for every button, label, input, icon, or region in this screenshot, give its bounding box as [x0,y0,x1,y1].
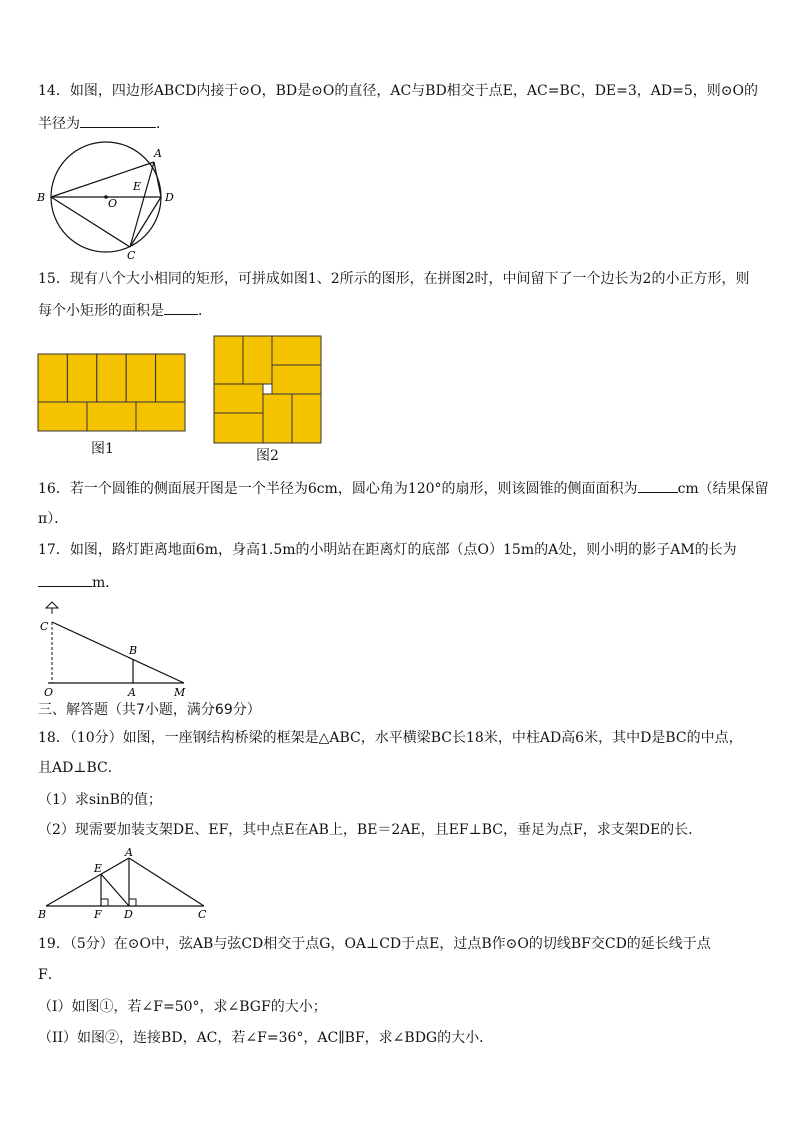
q18-part2: （2）现需要加装支架DE、EF，其中点E在AB上，BE＝2AE，且EF⊥BC，垂足为点F，求支架DE的长． [38,822,703,838]
q14-circle-figure [34,140,184,260]
light-ray [52,622,184,683]
label-b: B [37,191,46,204]
label-o: O [44,686,54,698]
label-c: C [198,908,207,921]
right-angle-d [129,899,136,906]
label-f: F [94,908,102,921]
fig2-small-square [263,384,272,394]
fig2-rect [214,384,263,413]
q16-line1-prefix: 16．若一个圆锥的侧面展开图是一个半径为6cm，圆心角为120°的扇形，则该圆锥的侧面面积为 [38,481,638,497]
q14-line2-suffix: ． [156,116,170,132]
section-title: 三、解答题（共7小题，满分69分） [38,702,261,718]
fig2-caption: 图2 [256,448,279,464]
label-a: A [154,147,162,160]
fig2-rect [272,365,321,394]
label-c: C [127,249,136,260]
segment-ba [46,858,129,906]
q18-part1: （1）求sinB的值； [38,792,162,808]
fig1-rect [38,402,87,431]
q17-line1: 17．如图，路灯距离地面6m，身高1.5m的小明站在距离灯的底部（点O）15m的A处，则小明的影子AM的长为 [38,542,737,558]
segment-ad [154,162,161,197]
q16-line1 [38,478,769,499]
q18-bridge-figure [36,846,216,922]
q19-part1: （I）如图①，若∠F=50°，求∠BGF的大小； [38,999,327,1015]
q18-line2: 且AD⊥BC． [38,760,122,776]
fig1-rect [156,354,185,402]
q14-line2 [38,113,170,134]
label-d: D [165,191,174,204]
fig1-caption: 图1 [91,441,114,457]
label-b: B [38,908,47,921]
q16-answer-blank [638,478,678,493]
q19-line1: 19．（5分）在⊙O中，弦AB与弦CD相交于点G，OA⊥CD于点E，过点B作⊙O的切线BF交CD的延长线于点 [38,936,711,952]
q17-lamp-figure [36,600,196,698]
label-a: A [125,846,133,859]
q15-line2-suffix: ． [198,303,212,319]
q19-line2: F． [38,967,62,983]
q16-line1-suffix: cm（结果保留 [677,481,769,497]
fig1-rect [38,354,67,402]
segment-ac [129,858,204,906]
label-a: A [128,686,136,698]
label-b: B [129,644,138,657]
fig1-rect [126,354,155,402]
q19-part2: （II）如图②，连接BD，AC，若∠F=36°，AC∥BF，求∠BDG的大小． [38,1030,494,1046]
segment-dc [130,197,161,247]
fig2-rect [292,394,321,443]
q15-line1: 15．现有八个大小相同的矩形，可拼成如图1、2所示的图形，在拼图2时，中间留下了一个边长为2的小正方形，则 [38,271,750,287]
segment-ac [130,162,154,247]
fig1-rect [136,402,185,431]
fig2-rect [243,336,272,384]
q18-line1: 18．（10分）如图，一座钢结构桥梁的框架是△ABC，水平横梁BC长18米，中柱AD高6米，其中D是BC的中点， [38,730,743,746]
q17-line2-suffix: m． [92,575,120,591]
q15-figure-1 [36,352,188,432]
label-c: C [40,620,49,633]
q17-line2 [38,572,119,593]
fig2-rect [214,336,243,384]
fig2-rect [272,336,321,365]
fig1-rect [87,402,136,431]
q14-line2-prefix: 半径为 [38,116,80,132]
q15-answer-blank [164,300,198,315]
label-e: E [94,862,103,875]
q15-line2 [38,300,212,321]
q14-line1: 14．如图，四边形ABCD内接于⊙O，BD是⊙O的直径，AC与BD相交于点E，AC=BC，DE=3，AD=5，则⊙O的 [38,83,758,99]
label-d: D [124,908,133,921]
label-m: M [174,686,186,698]
q14-answer-blank [80,113,156,128]
segment-ed [101,874,129,906]
fig2-rect [263,394,292,443]
right-angle-f [101,899,108,906]
q16-line2: π）． [38,511,69,527]
fig1-rect [97,354,126,402]
segment-bc [51,197,130,247]
q15-line2-prefix: 每个小矩形的面积是 [38,303,164,319]
label-e: E [133,180,142,193]
fig2-rect [214,413,263,443]
label-o: O [108,197,118,210]
lamp-icon [46,602,58,608]
q15-figure-2 [212,334,324,446]
q17-answer-blank [38,572,92,587]
fig1-rect [67,354,96,402]
